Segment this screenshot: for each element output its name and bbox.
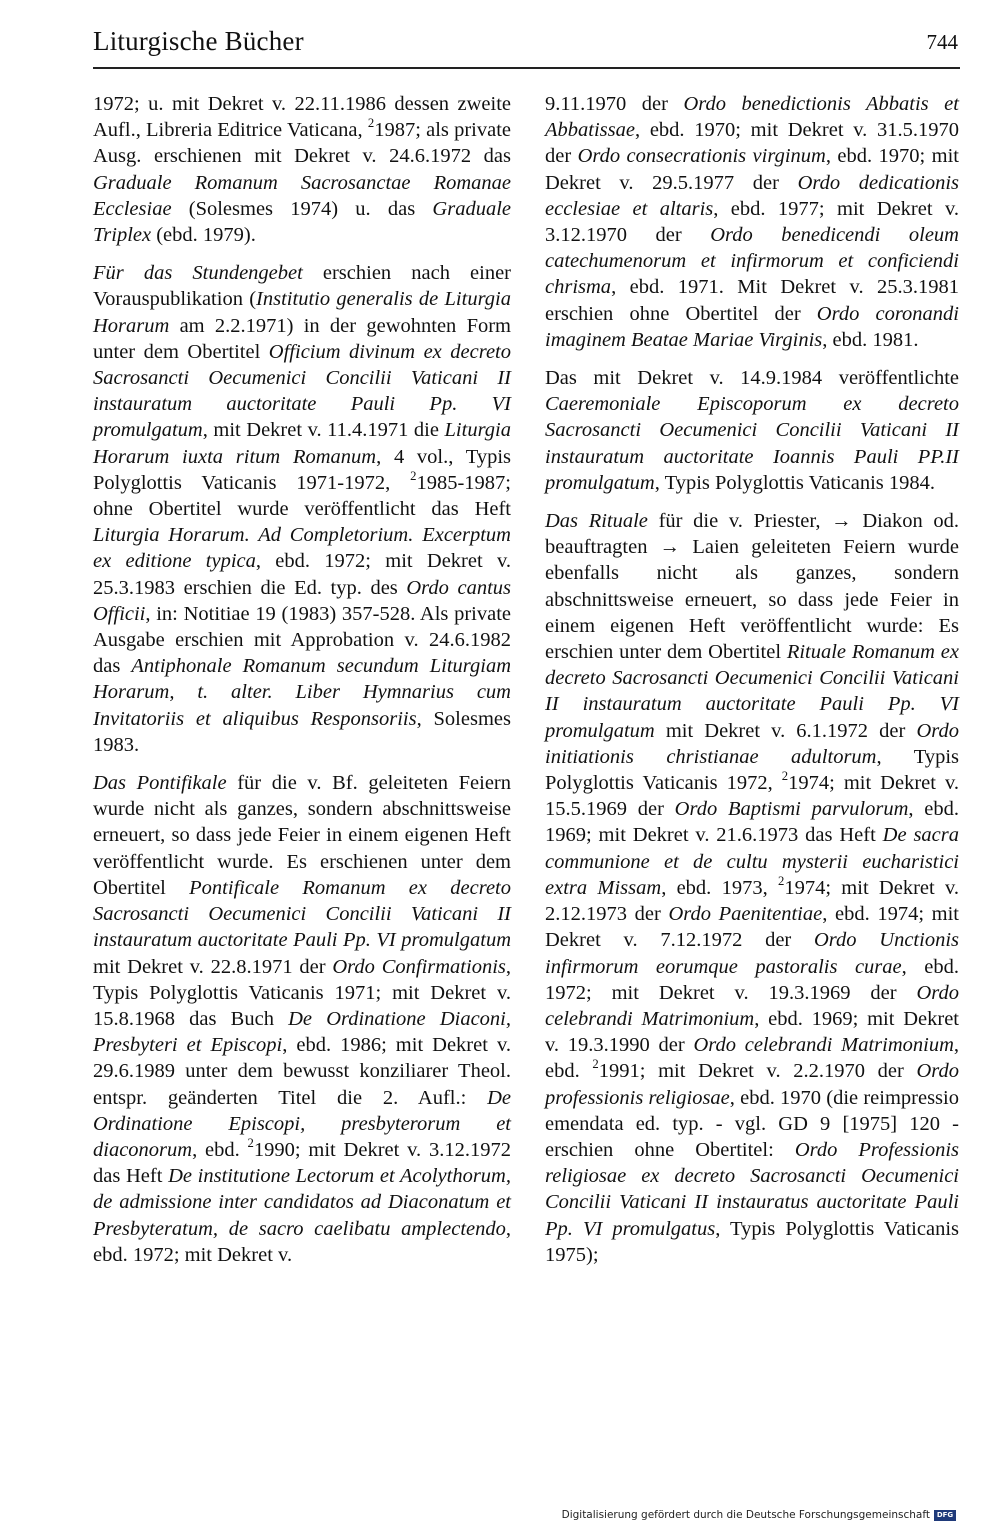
paragraph-left-1: 1972; u. mit Dekret v. 22.11.1986 dessen zweite Aufl., Libreria Editrice Vaticana, $^2$1987; als private Ausg. erschienen mit Dekret v. 24.6.1972 das Graduale Romanum Sacrosanctae Romanae Ecclesiae (Solesmes 1974) u. das Graduale Triplex (ebd. 1979). [93,93,511,247]
footer-credit [562,1509,956,1521]
paragraph-right-2: Das mit Dekret v. 14.9.1984 veröffentlichte Caeremoniale Episcoporum ex decreto Sacrosancti Oecumenici Concilii Vaticani II instauratum auctoritate Ioannis Pauli PP.II promulgatum, Typis Polyglottis Vaticanis 1984. [545,367,959,494]
paragraph-right-1: 9.11.1970 der Ordo benedictionis Abbatis et Abbatissae, ebd. 1970; mit Dekret v. 31.5.1970 der Ordo consecrationis virginum, ebd. 1970; mit Dekret v. 29.5.1977 der Ordo dedicationis ecclesiae et altaris, ebd. 1977; mit Dekret v. 3.12.1970 der Ordo benedicendi oleum catechumenorum et infirmorum et conficiendi chrisma, ebd. 1971. Mit Dekret v. 25.3.1981 erschien ohne Obertitel der Ordo coronandi imaginem Beatae Mariae Virginis, ebd. 1981. [545,93,959,351]
paragraph-right-3: Das Rituale für die v. Priester, → Diakon od. beauftragten → Laien geleiteten Feiern wurde ebenfalls nicht als ganzes, sondern abschnittsweise erneuert, so dass jede Feier in einem eigenen Heft veröffentlicht wurde: Es erschien unter dem Obertitel Rituale Romanum ex decreto Sacrosancti Oecumenici Concilii Vaticani II instauratum auctoritate Pauli Pp. VI promulgatum mit Dekret v. 6.1.1972 der Ordo initiationis christianae adultorum, Typis Polyglottis Vaticanis 1972, $^2$1974; mit Dekret v. 15.5.1969 der Ordo Baptismi parvulorum, ebd. 1969; mit Dekret v. 21.6.1973 das Heft De sacra communione et de cultu mysterii eucharistici extra Missam, ebd. 1973, $^2$1974; mit Dekret v. 2.12.1973 der Ordo Paenitentiae, ebd. 1974; mit Dekret v. 7.12.1972 der Ordo Unctionis infirmorum eorumque pastoralis curae, ebd. 1972; mit Dekret v. 19.3.1969 der Ordo celebrandi Matrimonium, ebd. 1969; mit Dekret v. 19.3.1990 der Ordo celebrandi Matrimonium, ebd. $^2$1991; mit Dekret v. 2.2.1970 der Ordo professionis religiosae, ebd. 1970 (die reimpressio emendata ed. typ. - vgl. GD 9 [1975] 120 - erschien ohne Obertitel: Ordo Professionis religiosae ex decreto Sacrosancti Oecumenici Concilii Vaticani II instauratus auctoritate Pauli Pp. VI promulgatus, Typis Polyglottis Vaticanis 1975); [545,510,960,1266]
running-title: Liturgische Bücher [93,26,304,56]
left-column [93,91,511,1280]
header-rule [93,67,960,69]
paragraph-left-3: Das Pontifikale für die v. Bf. geleiteten Feiern wurde nicht als ganzes, sondern abschnittsweise erneuert, so dass jede Feier in einem eigenen Heft veröffentlicht wurde. Es erschienen unter dem Obertitel Pontificale Romanum ex decreto Sacrosancti Oecumenici Concilii Vaticani II instauratum auctoritate Pauli Pp. VI promulgatum mit Dekret v. 22.8.1971 der Ordo Confirmationis, Typis Polyglottis Vaticanis 1971; mit Dekret v. 15.8.1968 das Buch De Ordinatione Diaconi, Presbyteri et Episcopi, ebd. 1986; mit Dekret v. 29.6.1989 unter dem bewusst konziliarer Theol. entspr. geänderten Titel die 2. Aufl.: De Ordinatione Episcopi, presbyterorum et diaconorum, ebd. $^2$1990; mit Dekret v. 3.12.1972 das Heft De institutione Lectorum et Acolythorum, de admissione inter candidatos ad Diaconatum et Presbyteratum, de sacro caelibatu amplectendo, ebd. 1972; mit Dekret v. [93,772,511,1266]
page-number: 744 [926,30,958,54]
right-column [545,91,959,1280]
footer-credit-text: Digitalisierung gefördert durch die Deutsche Forschungsgemeinschaft [561,1509,930,1521]
paragraph-left-2: Für das Stundengebet erschien nach einer Vorauspublikation (Institutio generalis de Liturgia Horarum am 2.2.1971) in der gewohnten Form unter dem Obertitel Officium divinum ex decreto Sacrosancti Oecumenici Concilii Vaticani II instauratum auctoritate Pauli Pp. VI promulgatum, mit Dekret v. 11.4.1971 die Liturgia Horarum iuxta ritum Romanum, 4 vol., Typis Polyglottis Vaticanis 1971-1972, $^2$1985-1987; ohne Obertitel wurde veröffentlicht das Heft Liturgia Horarum. Ad Completorium. Excerptum ex editione typica, ebd. 1972; mit Dekret v. 25.3.1983 erschien die Ed. typ. des Ordo cantus Officii, in: Notitiae 19 (1983) 357-528. Als private Ausgabe erschien mit Approbation v. 24.6.1982 das Antiphonale Romanum secundum Liturgiam Horarum, t. alter. Liber Hymnarius cum Invitatoriis et aliquibus Responsoriis, Solesmes 1983. [93,262,512,756]
dfg-logo: DFG [934,1510,956,1521]
